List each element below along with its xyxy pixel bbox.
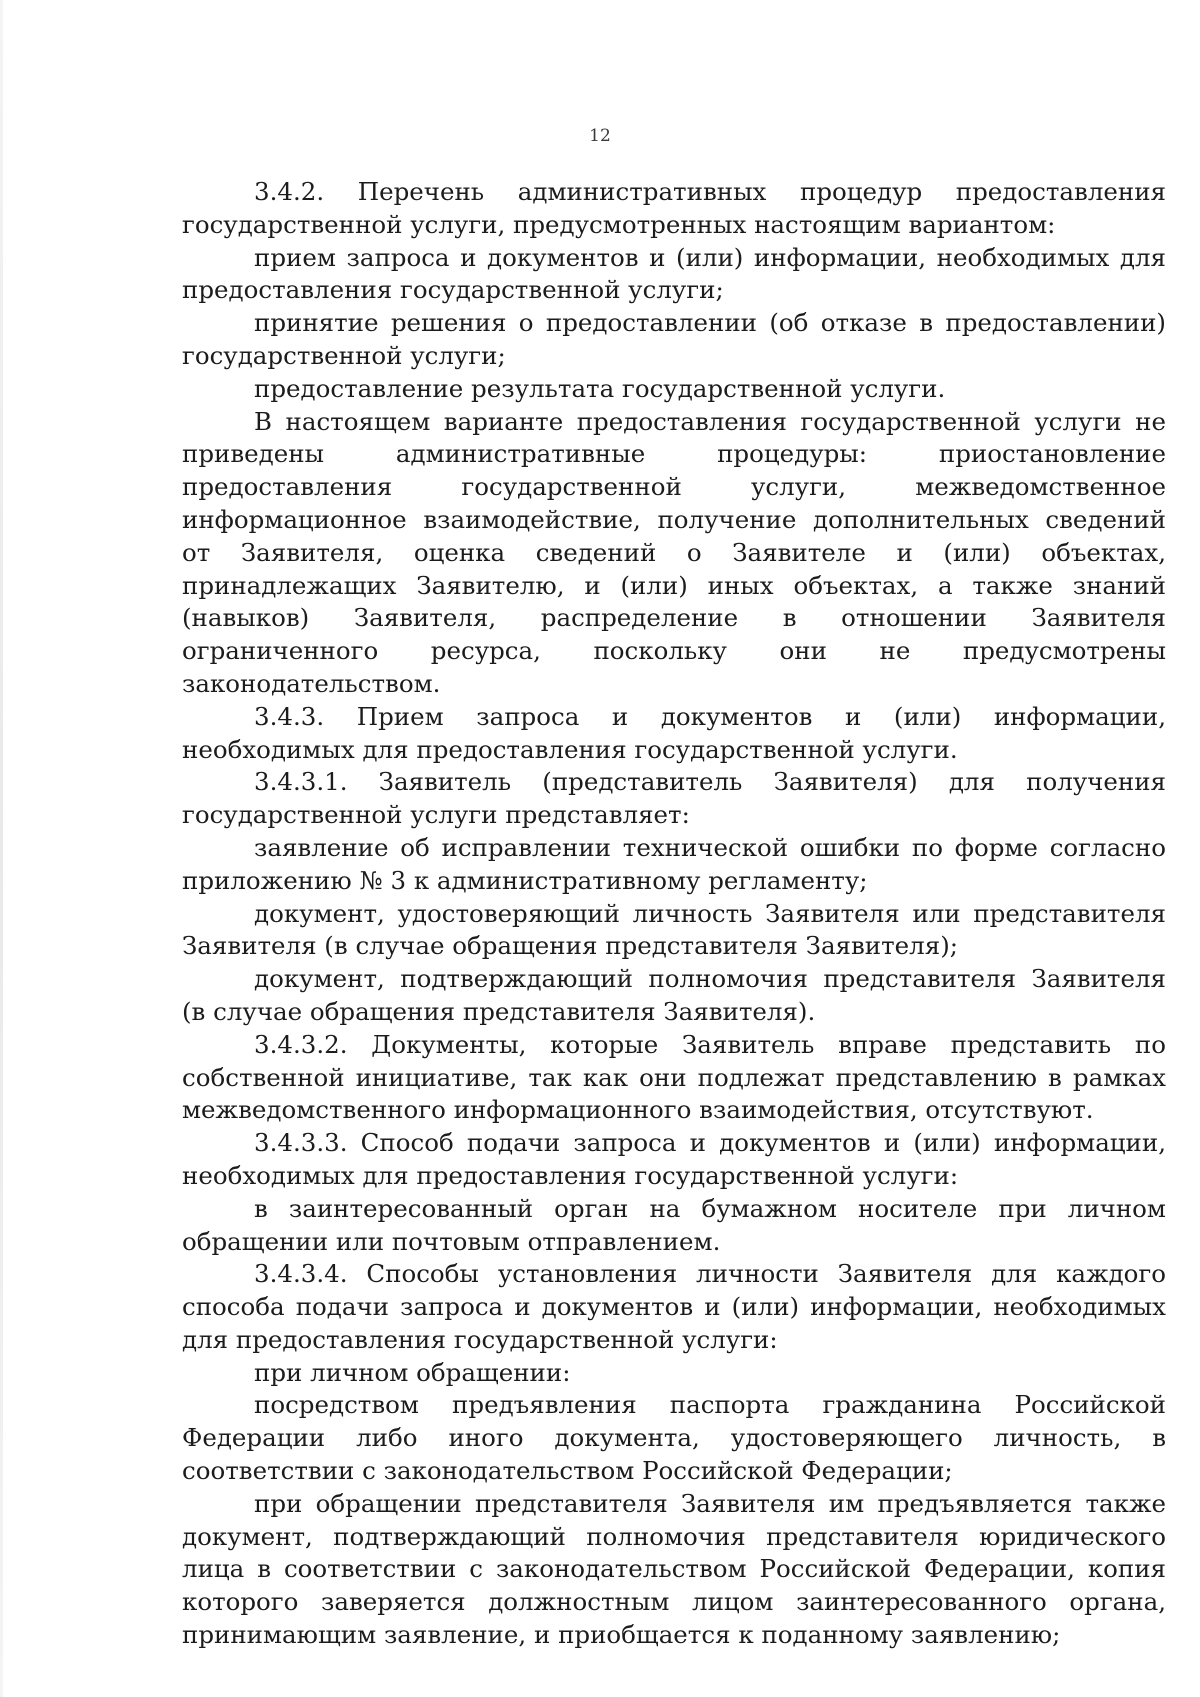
document-body [182,176,1166,1652]
paragraph-3-4-3: 3.4.3. Прием запроса и документов и (или) информации, необходимых для предоставления государственной услуги. [182,701,1166,764]
paragraph-3-4-3-4: 3.4.3.4. Способы установления личности Заявителя для каждого способа подачи запроса и документов и (или) информации, необходимых для предоставления государственной услуги: [182,1259,1166,1354]
paragraph-item: при обращении представителя Заявителя им предъявляется также документ, подтверждающий полномочия представителя юридического лица в соответствии с законодательством Российской Федерации, копия которого заверяется должностным лицом заинтересованного органа, принимающим заявление, и приобщается к поданному заявлению; [182,1488,1166,1650]
paragraph-item: предоставление результата государственной услуги. [254,373,946,403]
page-number: 12 [589,126,611,146]
paragraph-item: заявление об исправлении технической ошибки по форме согласно приложению № 3 к административному регламенту; [182,832,1166,895]
paragraph-item: документ, удостоверяющий личность Заявителя или представителя Заявителя (в случае обращения представителя Заявителя); [182,898,1166,961]
paragraph-item: посредством предъявления паспорта гражданина Российской Федерации либо иного документа, удостоверяющего личность, в соответствии с законодательством Российской Федерации; [182,1390,1166,1486]
paragraph-3-4-2: 3.4.2. Перечень административных процедур предоставления государственной услуги, предусмотренных настоящим вариантом: [182,177,1166,239]
scan-edge [0,0,3,1697]
paragraph-item: документ, подтверждающий полномочия представителя Заявителя (в случае обращения представителя Заявителя). [182,964,1166,1026]
paragraph-item: при личном обращении: [254,1357,571,1387]
paragraph-item: принятие решения о предоставлении (об отказе в предоставлении) государственной услуги; [182,308,1166,370]
paragraph-item: в заинтересованный орган на бумажном носителе при личном обращении или почтовым отправлением. [182,1193,1166,1256]
paragraph-3-4-3-2: 3.4.3.2. Документы, которые Заявитель вправе представить по собственной инициативе, так как они подлежат представлению в рамках межведомственного информационного взаимодействия, отсутствуют. [182,1029,1166,1125]
paragraph-3-4-3-3: 3.4.3.3. Способ подачи запроса и документов и (или) информации, необходимых для предоставления государственной услуги: [182,1128,1166,1190]
paragraph-text: В настоящем варианте предоставления государственной услуги не приведены административные процедуры: приостановление предоставления государственной услуги, межведомственное информационное взаимодействие, получение дополнительных сведений от Заявителя, оценка сведений о Заявителе и (или) объектах, принадлежащих Заявителю, и (или) иных объектах, а также знаний (навыков) Заявителя, распределение в отношении Заявителя ограниченного ресурса, поскольку они не предусмотрены законодательством. [182,406,1166,698]
paragraph-item: прием запроса и документов и (или) информации, необходимых для предоставления государственной услуги; [182,242,1166,305]
paragraph-3-4-3-1: 3.4.3.1. Заявитель (представитель Заявителя) для получения государственной услуги представляет: [182,767,1166,830]
